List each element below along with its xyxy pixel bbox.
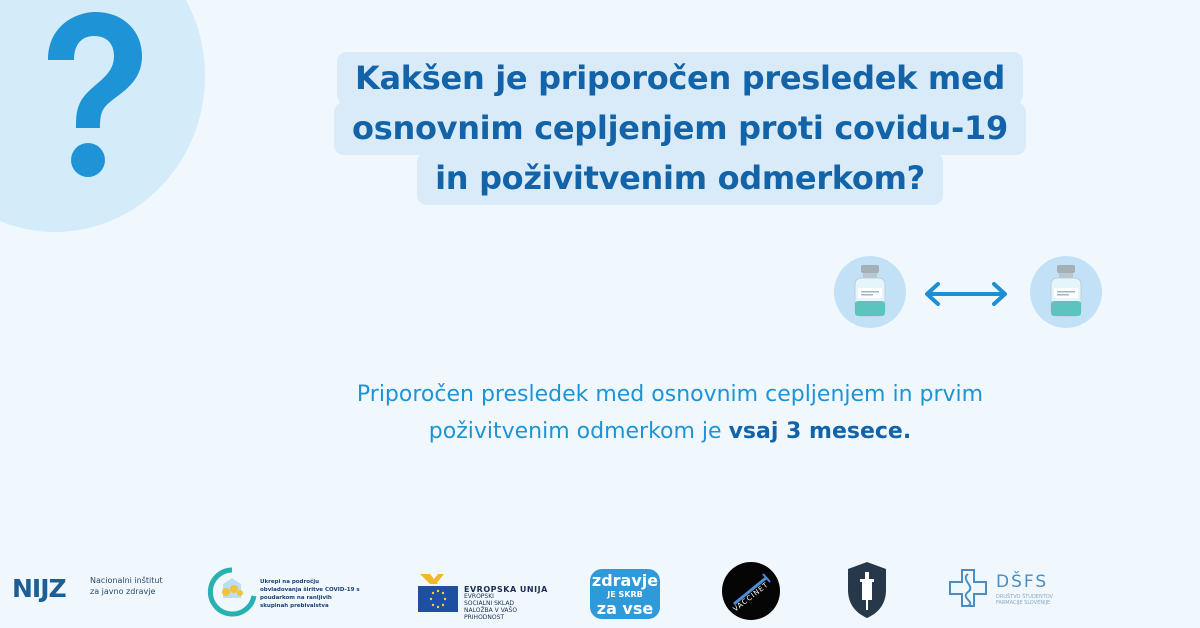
eu-flag-icon	[416, 572, 460, 616]
shield-people-icon	[206, 566, 258, 618]
dsfs-text: DŠFS	[996, 572, 1049, 592]
zdravje-line-1: zdravje	[591, 571, 659, 590]
answer-text	[230, 376, 1110, 450]
vaccine-vial-icon	[1030, 256, 1102, 328]
title-line-1: Kakšen je priporočen presledek med	[337, 52, 1023, 105]
nijz-text	[90, 575, 163, 597]
nijz-mark: NIJZ	[12, 574, 66, 603]
nijz-line-1: Nacionalni inštitut	[90, 576, 163, 585]
eu-logo	[416, 572, 548, 621]
shield-syringe-icon	[846, 560, 888, 620]
eu-text	[464, 586, 554, 621]
title-line-2: osnovnim cepljenjem proti covidu-19	[334, 102, 1026, 155]
title-line-3: in poživitvenim odmerkom?	[417, 152, 943, 205]
eu-line-3: SOCIALNI SKLAD	[464, 600, 515, 607]
eu-line-2: EVROPSKI	[464, 593, 494, 600]
answer-line-1: Priporočen presledek med osnovnim cepljenjem in prvim	[356, 382, 984, 407]
nijz-line-2: za javno zdravje	[90, 587, 156, 596]
zdravje-line-2: JE SKRB	[607, 590, 643, 599]
dsfs-emblem-icon	[946, 566, 990, 610]
nijz-logo	[12, 572, 163, 608]
dsfs-logo	[946, 566, 1056, 610]
zdravje-line-3: za vse	[596, 599, 654, 618]
answer-line-2: poživitvenim odmerkom je	[428, 419, 729, 444]
ukrepi-logo	[206, 566, 360, 618]
dsfs-subtitle: DRUŠTVO ŠTUDENTOV FARMACIJE SLOVENIJE	[996, 594, 1054, 606]
answer-highlight: vsaj 3 mesece.	[728, 419, 912, 444]
vaccinet-logo	[722, 562, 780, 620]
eu-line-1: EVROPSKA UNIJA	[464, 585, 548, 594]
ukrepi-text: Ukrepi na področju obvladovanja širitve COVID-19 s poudarkom na ranljivih skupinah prebivalstva	[260, 579, 360, 609]
vaccine-vial-icon	[834, 256, 906, 328]
title-block	[0, 52, 1200, 205]
zdravje-logo	[588, 568, 662, 620]
double-arrow-icon	[922, 280, 1010, 308]
eu-line-4: NALOŽBA V VAŠO PRIHODNOST	[464, 607, 518, 621]
vaccinet-text: VACCINET	[731, 580, 771, 614]
